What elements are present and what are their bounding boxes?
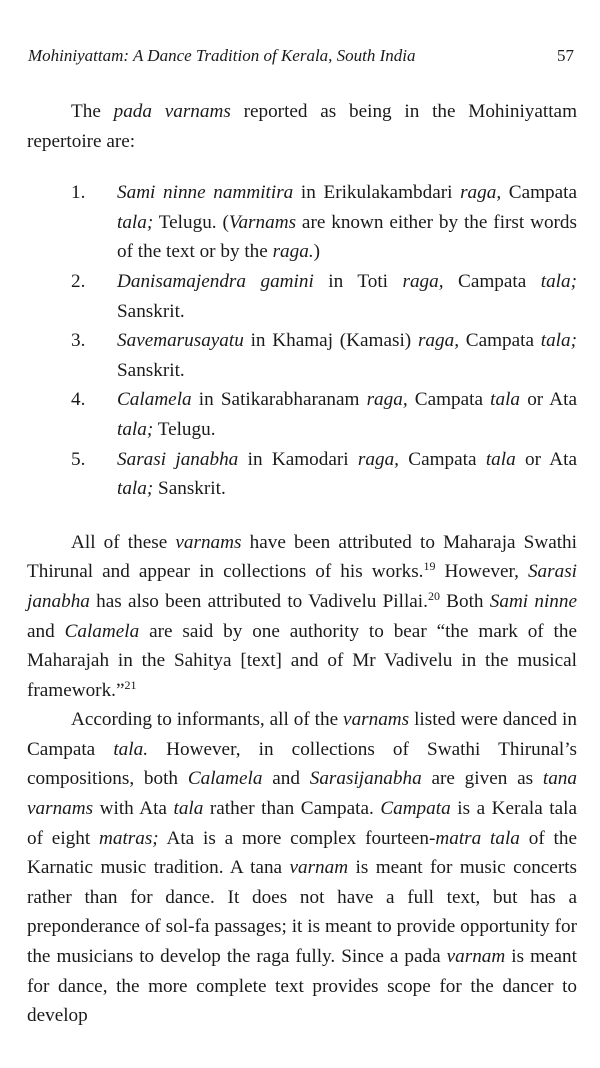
list-text: Calamela in Satikarabharanam raga, Campata tala or Ata tala; Telugu. [117, 389, 577, 440]
list-text: Sami ninne nammitira in Erikulakambdari raga, Campata tala; Telugu. (Varnams are known either by the first words of the text or by the raga.) [117, 182, 577, 263]
list-item [27, 385, 577, 444]
list-number: 5. [71, 448, 86, 470]
list-item [27, 326, 577, 385]
varnam-list [27, 178, 577, 504]
list-number: 3. [71, 330, 86, 352]
list-text: Sarasi janabha in Kamodari raga, Campata tala or Ata tala; Sanskrit. [117, 448, 577, 500]
informants-paragraph: According to informants, all of the varnams listed were danced in Campata tala. However, in collections of Swathi Thirunal’s compositions, both Calamela and Sarasijanabha are given as tana varnams with Ata tala rather than Campata. Campata is a Kerala tala of eight matras; Ata is a more complex fourteen-matra tala of the Karnatic music tradition. A tana varnam is meant for music concerts rather than for dance. It does not have a full text, but has a preponderance of sol-fa passages; it is meant to provide opportunity for the musicians to develop the raga fully. Since a pada varnam is meant for dance, the more complete text provides scope for the dancer to develop [27, 709, 578, 1027]
intro-paragraph: The pada varnams reported as being in the Mohiniyattam repertoire are: [27, 101, 577, 152]
page-number: 57 [557, 46, 574, 65]
footnote-ref[interactable]: 20 [427, 588, 440, 603]
list-item [27, 178, 577, 267]
list-text: Savemarusayatu in Khamaj (Kamasi) raga, Campata tala; Sanskrit. [117, 330, 577, 381]
list-number: 1. [71, 182, 86, 204]
running-head [28, 46, 574, 66]
list-number: 4. [71, 389, 86, 411]
list-text: Danisamajendra gamini in Toti raga, Campata tala; Sanskrit. [117, 270, 577, 322]
list-item [27, 267, 577, 326]
footnote-ref[interactable]: 19 [423, 559, 436, 574]
footnote-ref[interactable]: 21 [124, 677, 137, 692]
running-title: Mohiniyattam: A Dance Tradition of Kerala, South India [28, 46, 416, 65]
list-item [27, 445, 577, 504]
body-text [27, 97, 577, 1031]
list-number: 2. [71, 270, 86, 292]
attribution-paragraph: All of these varnams have been attributed to Maharaja Swathi Thirunal and appear in collections of his works.$^{19}$ However, Sarasi janabha has also been attributed to Vadivelu Pillai.$^{20}$ Both Sami ninne and Calamela are said by one authority to bear “the mark of the Maharajah in the Sahitya [text] and of Mr Vadivelu in the musical framework.”$^{21}$ [27, 531, 577, 701]
